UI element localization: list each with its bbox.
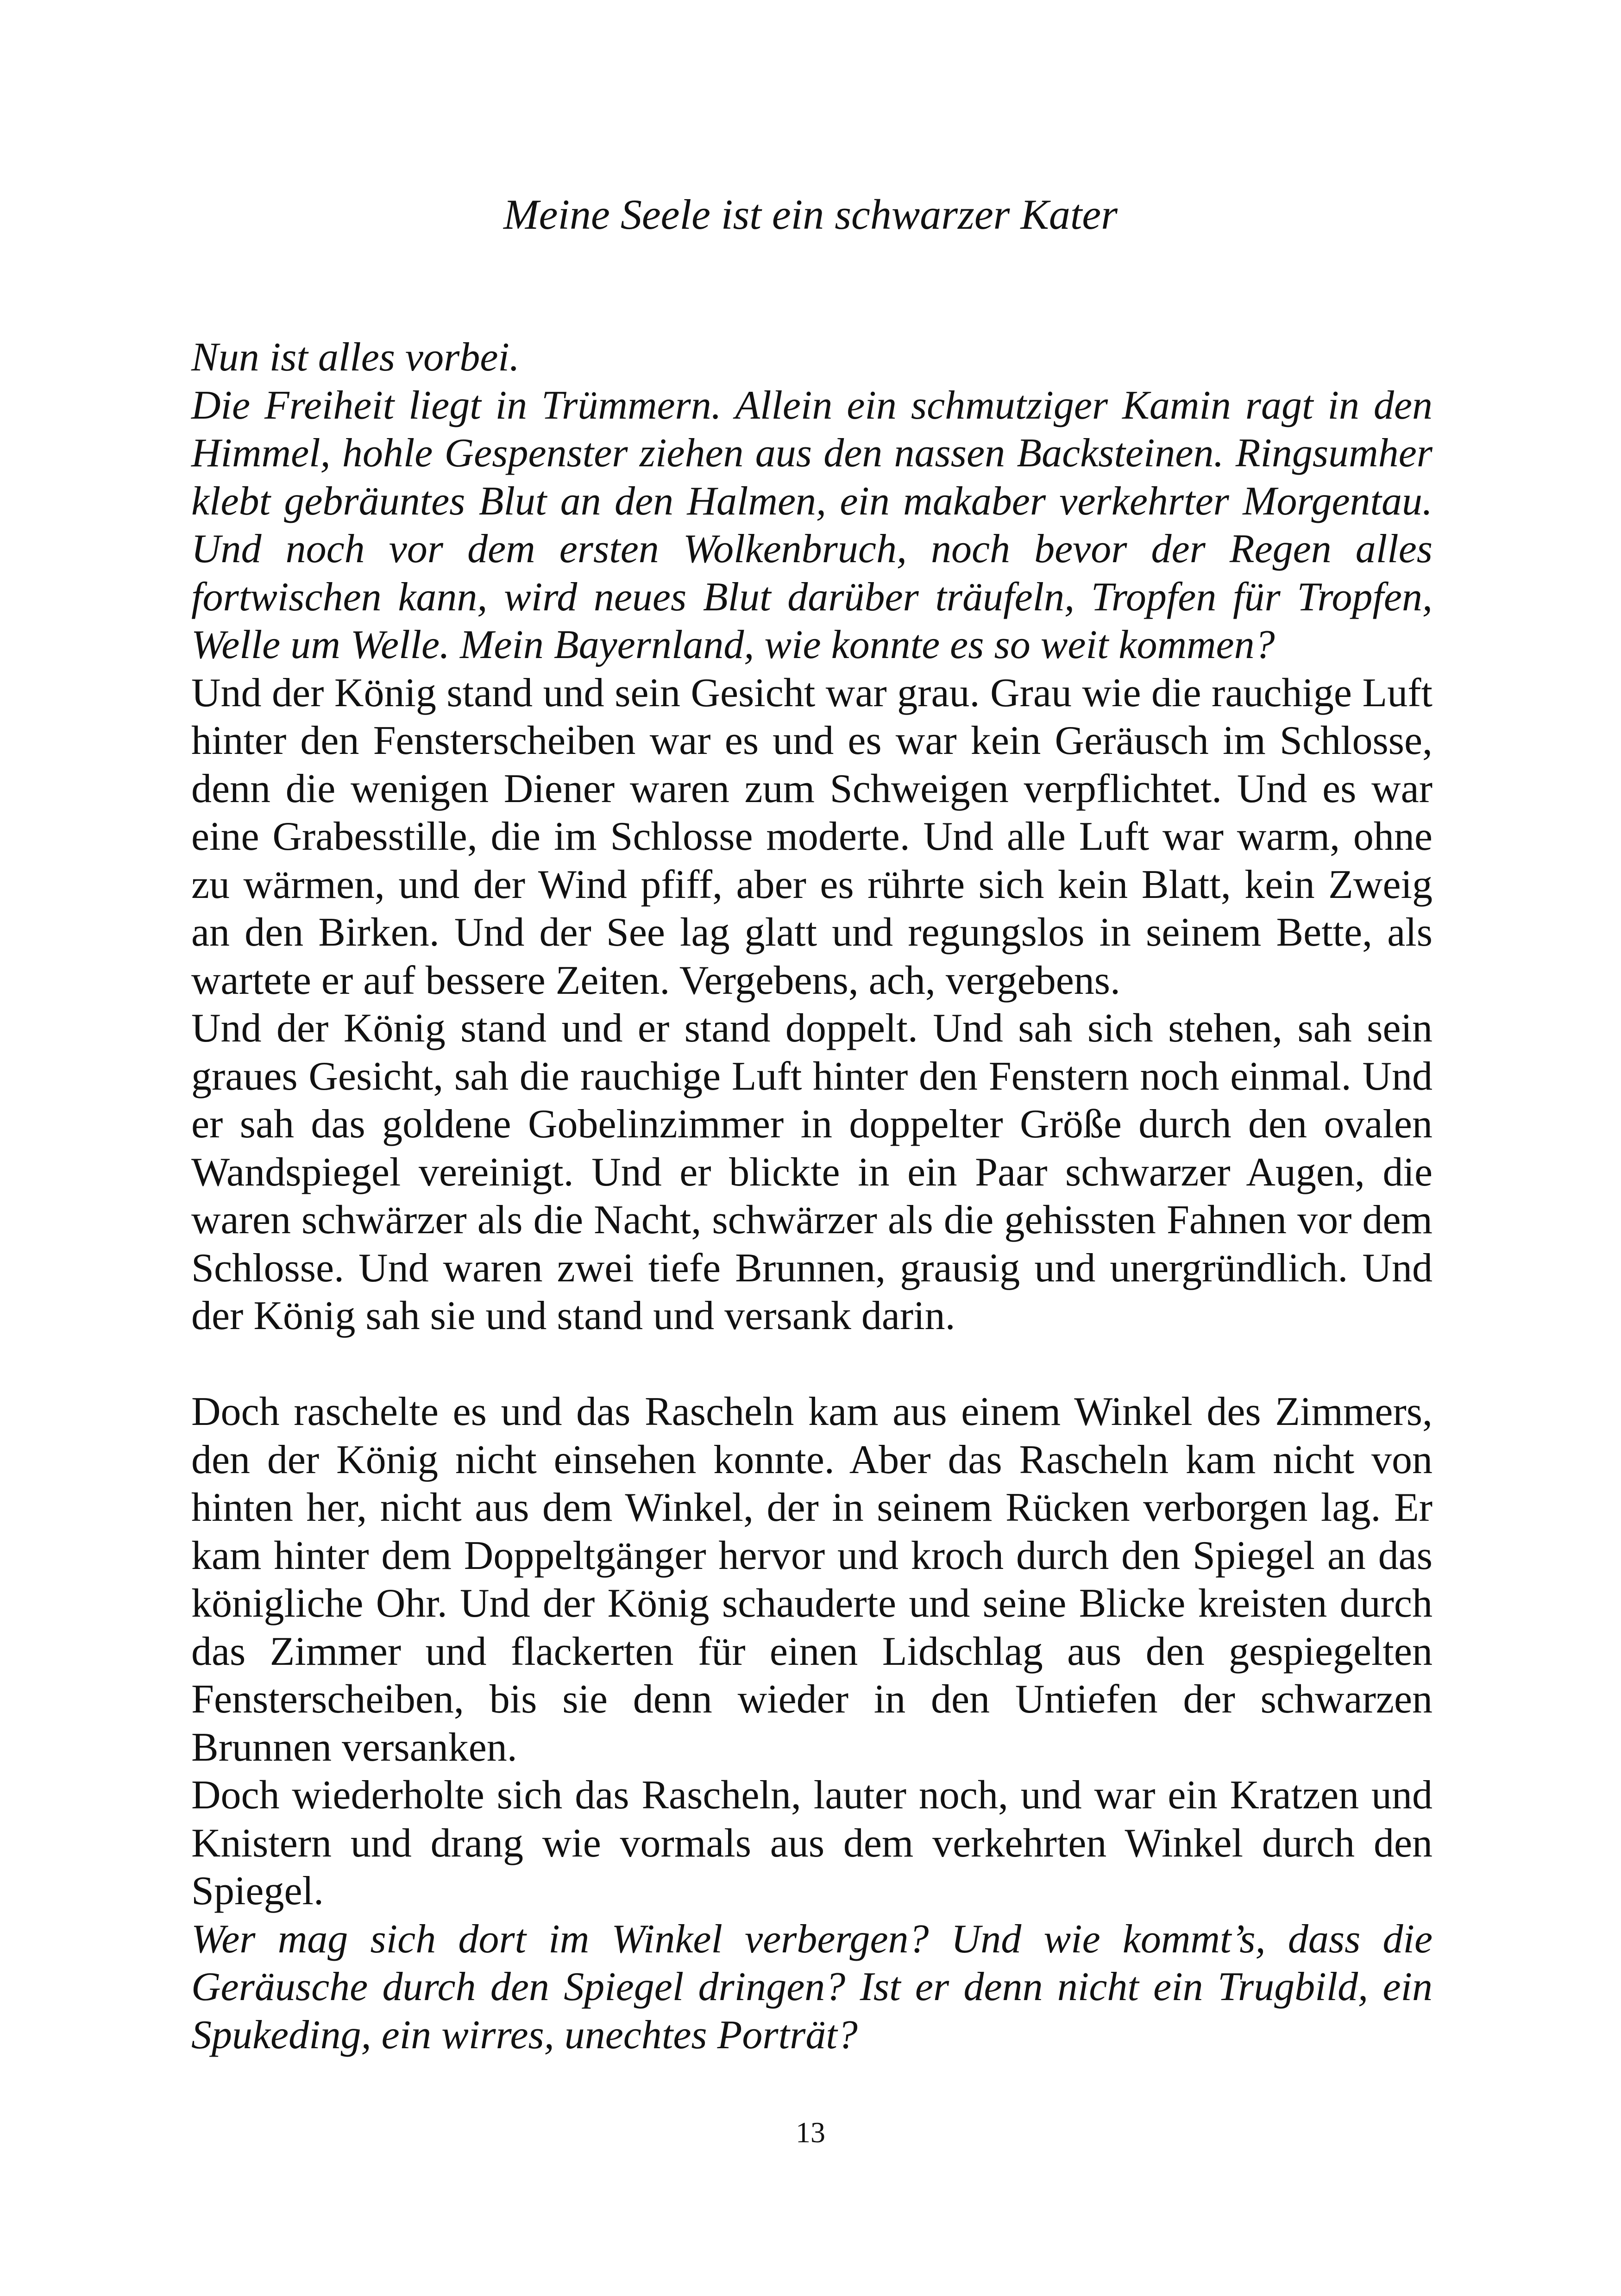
paragraph-kratzen: Doch wiederholte sich das Rascheln, lauter noch, und war ein Kratzen und Knistern und drang wie vormals aus dem verkehrten Winkel durch den Spiegel. — [191, 1773, 1433, 1913]
page-title: Meine Seele ist ein schwarzer Kater — [503, 191, 1118, 238]
page-number: 13 — [796, 2116, 825, 2149]
paragraph-opening: Nun ist alles vorbei. — [191, 335, 520, 380]
paragraph-koenig-doppelt: Und der König stand und er stand doppelt. Und sah sich stehen, sah sein graues Gesicht, sah die rauchige Luft hinter den Fenstern noch einmal. Und er sah das goldene Gobelinzimmer in doppelter Größe durch den ovalen Wandspiegel vereinigt. Und er blickte in ein Paar schwarzer Augen, die waren schwärzer als die Nacht, schwärzer als die gehissten Fahnen vor dem Schlosse. Und waren zwei tiefe Brunnen, grausig und unergründlich. Und der König sah sie und stand und versank darin. — [191, 1006, 1433, 1338]
paragraph-koenig-grau: Und der König stand und sein Gesicht war grau. Grau wie die rauchige Luft hinter den Fensterscheiben war es und es war kein Geräusch im Schlosse, denn die wenigen Diener waren zum Schweigen verpflichtet. Und es war eine Grabesstille, die im Schlosse moderte. Und alle Luft war warm, ohne zu wärmen, und der Wind pfiff, aber es rührte sich kein Blatt, kein Zweig an den Birken. Und der See lag glatt und regungslos in seinem Bette, als wartete er auf bessere Zeiten. Vergebens, ach, vergebens. — [191, 670, 1433, 1003]
paragraph-italic-trugbild: Wer mag sich dort im Winkel verbergen? Und wie kommt’s, dass die Geräusche durch den Spiegel dringen? Ist er denn nicht ein Trugbild, ein Spukeding, ein wirres, unechtes Porträt? — [191, 1916, 1433, 2058]
body-text — [191, 333, 1433, 2059]
paragraph-italic-bayernland: Die Freiheit liegt in Trümmern. Allein ein schmutziger Kamin ragt in den Himmel, hohle Gespenster ziehen aus den nassen Backsteinen. Ringsumher klebt gebräuntes Blut an den Halmen, ein makaber verkehrter Morgentau. Und noch vor dem ersten Wolkenbruch, noch bevor der Regen alles fortwischen kann, wird neues Blut darüber träufeln, Tropfen für Tropfen, Welle um Welle. Mein Bayernland, wie konnte es so weit kommen? — [191, 383, 1433, 667]
paragraph-rascheln: Doch raschelte es und das Rascheln kam aus einem Winkel des Zimmers, den der König nicht einsehen konnte. Aber das Rascheln kam nicht von hinten her, nicht aus dem Winkel, der in seinem Rücken verborgen lag. Er kam hinter dem Doppeltgänger hervor und kroch durch den Spiegel an das königliche Ohr. Und der König schauderte und seine Blicke kreisten durch das Zimmer und flackerten für einen Lidschlag aus den gespiegelten Fensterscheiben, bis sie denn wieder in den Untiefen der schwarzen Brunnen versanken. — [191, 1389, 1433, 1770]
